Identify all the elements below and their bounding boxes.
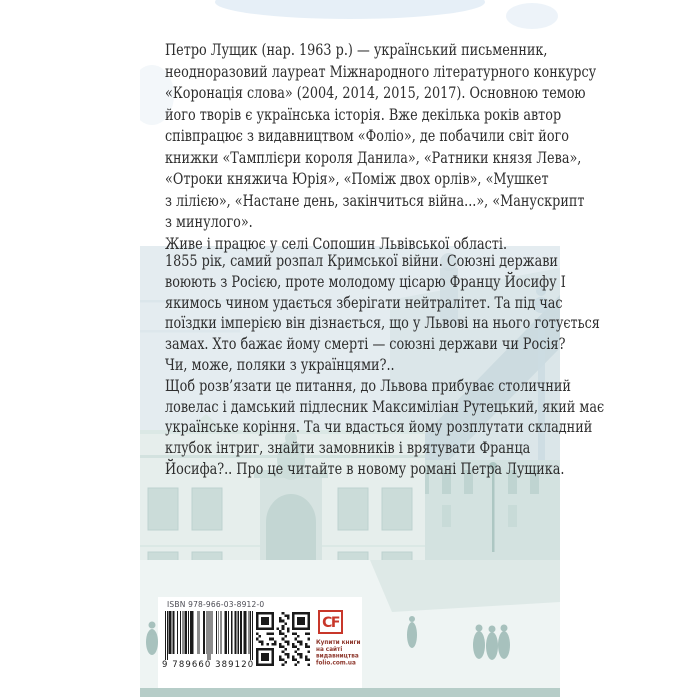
promo-line: на сайті xyxy=(316,645,343,653)
annotation-line: 1855 рік, самий розпал Кримської війни. Союзні держави xyxy=(165,251,558,270)
annotation-line: українське коріння. Та чи вдасться йому розплутати складний xyxy=(165,417,593,437)
book-back-cover xyxy=(140,0,605,700)
ean-barcode xyxy=(165,611,253,660)
promo-line: folio.com.ua xyxy=(316,659,356,667)
promo-line: Купити книги xyxy=(316,639,361,646)
annotation-line: Йосифа?.. Про це читайте в новому романі Петра Лущика. xyxy=(165,458,565,478)
annotation-line: ловелас і дамський підлесник Максиміліан Рутецький, який має xyxy=(165,396,605,416)
isbn-label: ISBN 978-966-03-8912-0 xyxy=(167,600,265,609)
bio-line: співпрацює з видавництвом «Фоліо», де побачили світ його xyxy=(165,126,569,145)
bio-line: з минулого». xyxy=(165,212,253,231)
promo-line: видавництва xyxy=(316,652,359,660)
annotation-line: замах. Хто бажає йому смерті — союзні держави чи Росія? xyxy=(165,334,566,354)
footer-panel xyxy=(158,597,362,688)
barcode-digits: 9 789660 389120 xyxy=(162,660,255,670)
publisher-logo-monogram: CF xyxy=(322,615,339,631)
publisher-promo-text xyxy=(316,639,363,666)
annotation-line: клубок інтриг, знайти замовників і врятувати Франца xyxy=(165,438,531,458)
book-annotation xyxy=(165,251,604,480)
bio-line: неодноразовий лауреат Міжнародного літературного конкурсу xyxy=(165,61,597,81)
bio-line: з лілією», «Настане день, закінчиться війна...», «Манускрипт xyxy=(165,190,585,210)
bio-line: Петро Лущик (нар. 1963 р.) — український письменник, xyxy=(165,40,548,59)
author-bio xyxy=(165,39,596,254)
bio-line: книжки «Тамплієри короля Данила», «Ратники князя Лева», xyxy=(165,147,582,167)
qr-code xyxy=(256,612,310,666)
annotation-line: Чи, може, поляки з українцями?.. xyxy=(165,354,395,374)
annotation-line: Щоб розв’язати це питання, до Львова прибуває столичний xyxy=(165,375,571,395)
annotation-line: поїздки імперією він дізнається, що у Львові на нього готується xyxy=(165,313,600,333)
bio-line: «Отроки княжича Юрія», «Поміж двох орлів», «Мушкет xyxy=(165,169,549,188)
bio-line: Живе і працює у селі Сопошин Львівської області. xyxy=(165,233,508,253)
annotation-line: якимось чином удається зберігати нейтралітет. Та під час xyxy=(165,292,563,312)
bio-line: його творів є українська історія. Вже декілька років автор xyxy=(165,104,562,124)
publisher-logo xyxy=(318,610,343,634)
annotation-line: воюють з Росією, проте молодому цісарю Францу Йосифу I xyxy=(165,271,566,291)
bio-line: «Коронація слова» (2004, 2014, 2015, 2017). Основною темою xyxy=(165,83,586,102)
